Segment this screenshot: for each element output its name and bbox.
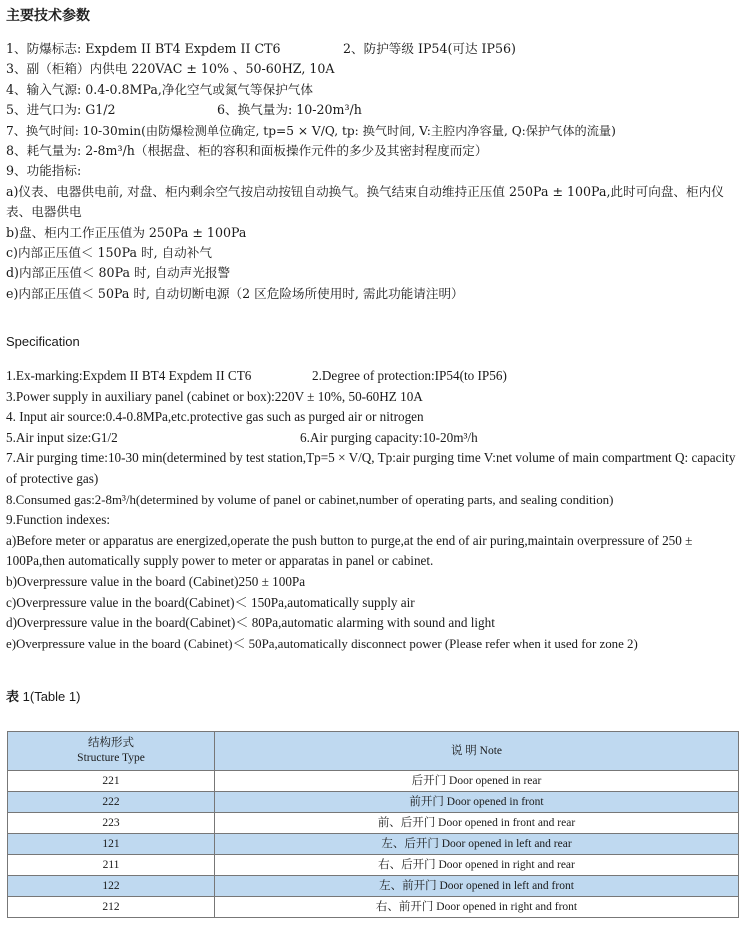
cn-line-9b: b)盘、柜内工作正压值为 250Pa ± 100Pa <box>6 224 247 240</box>
cell-note: 左、前开门 Door opened in left and front <box>215 876 739 897</box>
cn-spec-list <box>6 39 742 304</box>
table-row <box>8 792 739 813</box>
header-structure-type <box>8 732 215 771</box>
cn-line-7: 7、换气时间: 10-30min(由防爆检测单位确定, tp=5 × V/Q, tp: 换气时间, V:主腔内净容量, Q:保护气体的流量) <box>6 123 616 138</box>
en-line-1 <box>6 366 742 387</box>
cell-type: 211 <box>8 855 215 876</box>
cell-note: 左、后开门 Door opened in left and rear <box>215 834 739 855</box>
cell-type: 221 <box>8 771 215 792</box>
cn-line-9c: c)内部正压值＜ 150Pa 时, 自动补气 <box>6 244 212 260</box>
table-row <box>8 771 739 792</box>
table-row <box>8 834 739 855</box>
table-row <box>8 897 739 918</box>
en-line-7: 7.Air purging time:10-30 min(determined by test station,Tp=5 × V/Q, Tp:air purging time V:net volume of main compartment Q: capacity of protective gas) <box>6 450 736 486</box>
cn-line-4: 4、输入气源: 0.4-0.8MPa,净化空气或氮气等保护气体 <box>6 81 313 97</box>
en-line-5a: 5.Air input size:G1/2 <box>6 429 118 445</box>
cn-line-9d: d)内部正压值＜ 80Pa 时, 自动声光报警 <box>6 265 231 281</box>
en-line-9: 9.Function indexes: <box>6 512 111 528</box>
cell-note: 后开门 Door opened in rear <box>215 771 739 792</box>
en-line-8: 8.Consumed gas:2-8m³/h(determined by volume of panel or cabinet,number of operating parts, and sealing condition) <box>6 492 614 507</box>
cell-note: 前、后开门 Door opened in front and rear <box>215 813 739 834</box>
en-line-9a: a)Before meter or apparatus are energized,operate the push button to purge,at the end of air puring,maintain overpressure of 250 ± 100Pa,then automatically supply power to meter or apparatas in panel or cabinet. <box>6 532 693 569</box>
cn-line-3: 3、副（柜箱）内供电 220VAC ± 10% 、50-60HZ, 10A <box>6 61 335 77</box>
table-row <box>8 876 739 897</box>
cell-type: 222 <box>8 792 215 813</box>
cn-line-8: 8、耗气量为: 2-8m³/h（根据盘、柜的容积和面板操作元件的多少及其密封程度而定） <box>6 142 488 158</box>
table-caption <box>6 686 80 705</box>
cn-line-1 <box>6 39 742 59</box>
cn-line-9e: e)内部正压值＜ 50Pa 时, 自动切断电源（2 区危险场所使用时, 需此功能请注明） <box>6 285 464 301</box>
table-header-row <box>8 732 739 771</box>
header-structure-type-en: Structure Type <box>77 752 145 764</box>
cn-line-5a: 5、进气口为: G1/2 <box>6 102 116 118</box>
cn-line-5 <box>6 100 742 120</box>
cn-line-1a: 1、防爆标志: Expdem II BT4 Expdem II CT6 <box>6 41 281 56</box>
cn-line-9: 9、功能指标: <box>6 163 82 179</box>
structure-type-table <box>7 731 739 918</box>
cn-line-5b: 6、换气量为: 10-20m³/h <box>217 102 362 118</box>
table-row <box>8 813 739 834</box>
en-line-1a: 1.Ex-marking:Expdem II BT4 Expdem II CT6 <box>6 368 252 383</box>
table-row <box>8 855 739 876</box>
cell-type: 121 <box>8 834 215 855</box>
cell-note: 右、前开门 Door opened in right and front <box>215 897 739 918</box>
cell-type: 212 <box>8 897 215 918</box>
en-spec-list <box>6 366 742 654</box>
en-heading: Specification <box>6 334 80 349</box>
en-line-9e: e)Overpressure value in the board (Cabinet)＜ 50Pa,automatically disconnect power (Please refer when it used for zone 2) <box>6 636 638 651</box>
en-line-4: 4. Input air source:0.4-0.8MPa,etc.protective gas such as purged air or nitrogen <box>6 409 424 425</box>
en-line-3: 3.Power supply in auxiliary panel (cabinet or box):220V ± 10%, 50-60HZ 10A <box>6 388 423 404</box>
cn-heading: 主要技术参数 <box>6 8 90 24</box>
cn-line-9a: a)仪表、电器供电前, 对盘、柜内剩余空气按启动按钮自动换气。换气结束自动维持正压值 250Pa ± 100Pa,此时可向盘、柜内仪表、电器供电 <box>6 183 724 220</box>
en-line-5 <box>6 428 742 449</box>
header-note: 说 明 Note <box>215 732 739 771</box>
table-caption-cn: 表 <box>6 690 20 705</box>
en-line-9d: d)Overpressure value in the board(Cabinet)＜ 80Pa,automatic alarming with sound and light <box>6 615 495 631</box>
cell-note: 前开门 Door opened in front <box>215 792 739 813</box>
cn-line-1b: 2、防护等级 IP54(可达 IP56) <box>343 41 516 56</box>
en-line-9c: c)Overpressure value in the board(Cabinet)＜ 150Pa,automatically supply air <box>6 594 415 610</box>
en-line-5b: 6.Air purging capacity:10-20m³/h <box>300 429 478 445</box>
cell-type: 122 <box>8 876 215 897</box>
en-line-1b: 2.Degree of protection:IP54(to IP56) <box>312 368 507 383</box>
en-line-9b: b)Overpressure value in the board (Cabinet)250 ± 100Pa <box>6 573 306 589</box>
cell-note: 右、后开门 Door opened in right and rear <box>215 855 739 876</box>
header-structure-type-cn: 结构形式 <box>88 737 134 749</box>
cell-type: 223 <box>8 813 215 834</box>
table-caption-en: 1(Table 1) <box>22 689 81 704</box>
